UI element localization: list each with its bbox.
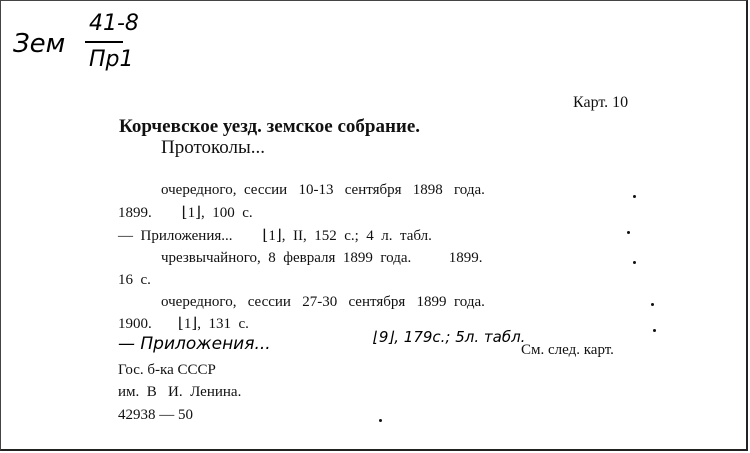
ink-mark — [633, 261, 636, 264]
handwritten-attachments-extent: ⌊9⌋, 179с.; 5л. табл. — [373, 328, 526, 346]
subheading: Протоколы... — [161, 137, 266, 158]
entry-4-line-2: 1900. ⌊1⌋, 131 с. — [118, 316, 249, 332]
entry-2-line: — Приложения... ⌊1⌋, II, 152 с.; 4 л. табл. — [118, 228, 432, 244]
library-line-3: 42938 — 50 — [118, 407, 193, 423]
entry-1-line-2: 1899. ⌊1⌋, 100 с. — [118, 205, 253, 221]
entry-3-line-2: 16 с. — [118, 272, 151, 288]
entry-1-line-1: очередного, сессии 10-13 сентября 1898 года. — [161, 182, 485, 198]
entry-3-line-1: чрезвычайного, 8 февраля 1899 года. 1899. — [161, 250, 483, 266]
handwritten-numerator: 41-8 — [89, 11, 139, 36]
handwritten-attachments: — Приложения... — [118, 334, 271, 354]
handwritten-denominator: Пр1 — [89, 47, 134, 72]
ink-mark — [653, 329, 656, 332]
ink-mark — [627, 231, 630, 234]
main-heading: Корчевское уезд. земское собрание. — [119, 116, 421, 137]
card-number: Карт. 10 — [573, 94, 629, 111]
ink-mark — [651, 303, 654, 306]
ink-mark — [379, 419, 382, 422]
library-line-2: им. В И. Ленина. — [118, 384, 242, 400]
library-line-1: Гос. б-ка СССР — [118, 362, 216, 378]
entry-4-line-1: очередного, сессии 27-30 сентября 1899 года. — [161, 294, 485, 310]
continuation-note: См. след. карт. — [521, 342, 614, 358]
handwritten-prefix: Зем — [13, 29, 66, 59]
ink-mark — [633, 195, 636, 198]
fraction-line — [85, 41, 123, 43]
